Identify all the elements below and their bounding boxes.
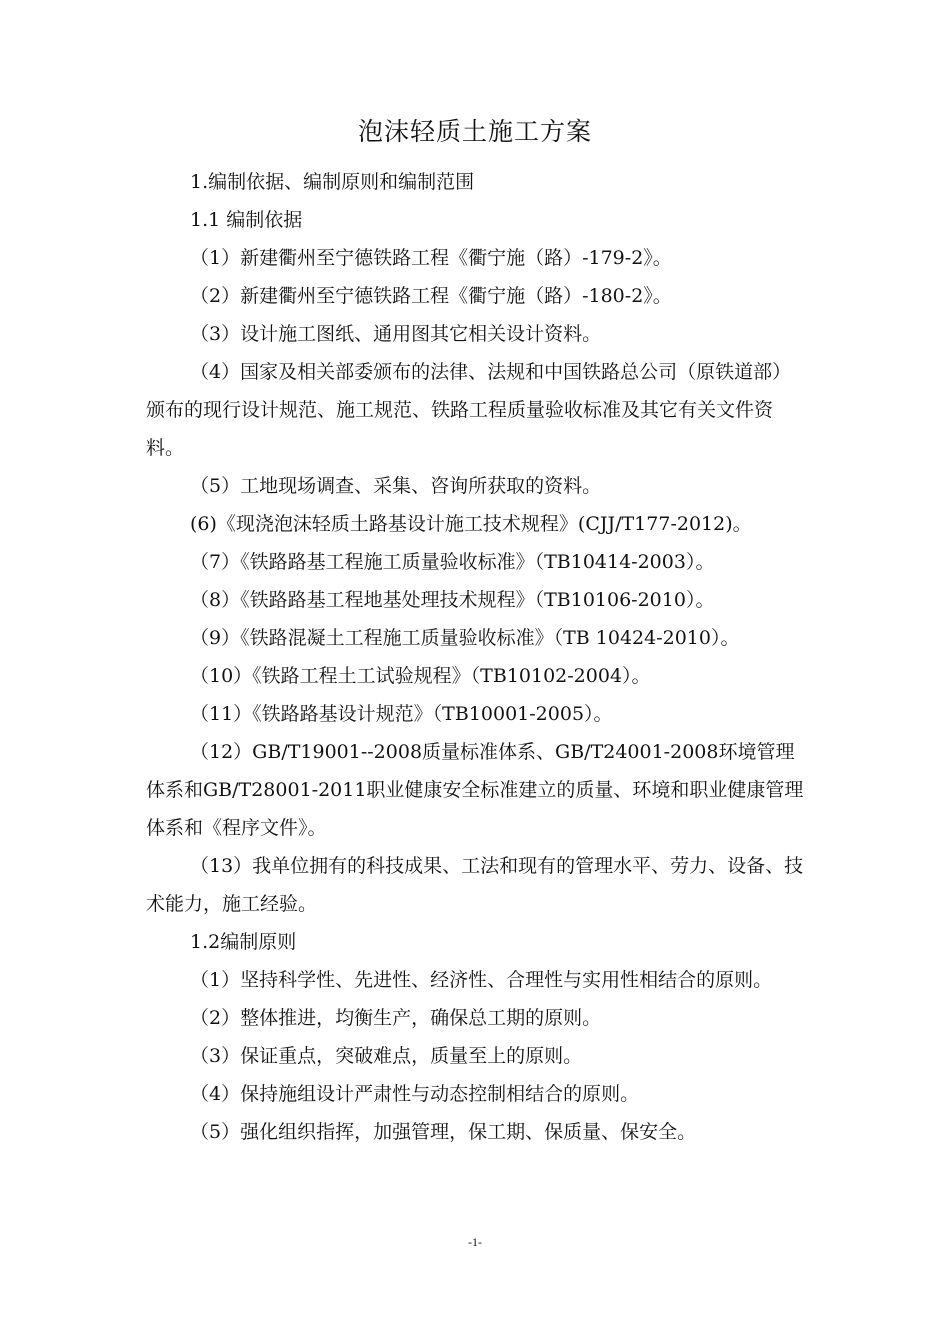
basis-item: （7）《铁路路基工程施工质量验收标准》（TB10414-2003）。 [190, 551, 715, 573]
basis-item: （5）工地现场调查、采集、咨询所获取的资料。 [190, 475, 602, 497]
basis-item: （11）《铁路路基设计规范》（TB10001-2005）。 [190, 703, 613, 725]
document-title: 泡沫轻质土施工方案 [357, 117, 592, 146]
subsection-heading: 1.1 编制依据 [190, 209, 303, 231]
basis-item: （10）《铁路工程土工试验规程》（TB10102-2004）。 [190, 665, 651, 687]
document-body [146, 163, 810, 1151]
section-heading: 1.编制依据、编制原则和编制范围 [190, 171, 475, 193]
principle-item: （3）保证重点，突破难点，质量至上的原则。 [190, 1045, 583, 1067]
principle-item: （2）整体推进，均衡生产，确保总工期的原则。 [190, 1007, 602, 1029]
principle-item: （4）保持施组设计严肃性与动态控制相结合的原则。 [190, 1083, 640, 1105]
basis-item: （12）GB/T19001--2008质量标准体系、GB/T24001-2008环境管理体系和GB/T28001-2011职业健康安全标准建立的质量、环境和职业健康管理体系和《程序文件》。 [146, 741, 804, 839]
basis-item: （9）《铁路混凝土工程施工质量验收标准》（TB 10424-2010）。 [190, 627, 740, 649]
basis-item: （2）新建衢州至宁德铁路工程《衢宁施（路）-180-2》。 [190, 285, 672, 307]
basis-item: （4）国家及相关部委颁布的法律、法规和中国铁路总公司（原铁道部）颁布的现行设计规范、施工规范、铁路工程质量验收标准及其它有关文件资料。 [146, 361, 792, 459]
basis-item: (6)《现浇泡沫轻质土路基设计施工技术规程》(CJJ/T177-2012)。 [190, 513, 752, 535]
principle-item: （5）强化组织指挥，加强管理，保工期、保质量、保安全。 [190, 1121, 697, 1143]
principle-item: （1）坚持科学性、先进性、经济性、合理性与实用性相结合的原则。 [190, 969, 773, 991]
basis-item: （13）我单位拥有的科技成果、工法和现有的管理水平、劳力、设备、技术能力，施工经验。 [146, 855, 804, 915]
subsection-heading: 1.2编制原则 [190, 931, 297, 953]
basis-item: （1）新建衢州至宁德铁路工程《衢宁施（路）-179-2》。 [190, 247, 672, 269]
basis-item: （8）《铁路路基工程地基处理技术规程》（TB10106-2010）。 [190, 589, 715, 611]
basis-item: （3）设计施工图纸、通用图其它相关设计资料。 [190, 323, 602, 345]
page-number: -1- [468, 1235, 482, 1249]
